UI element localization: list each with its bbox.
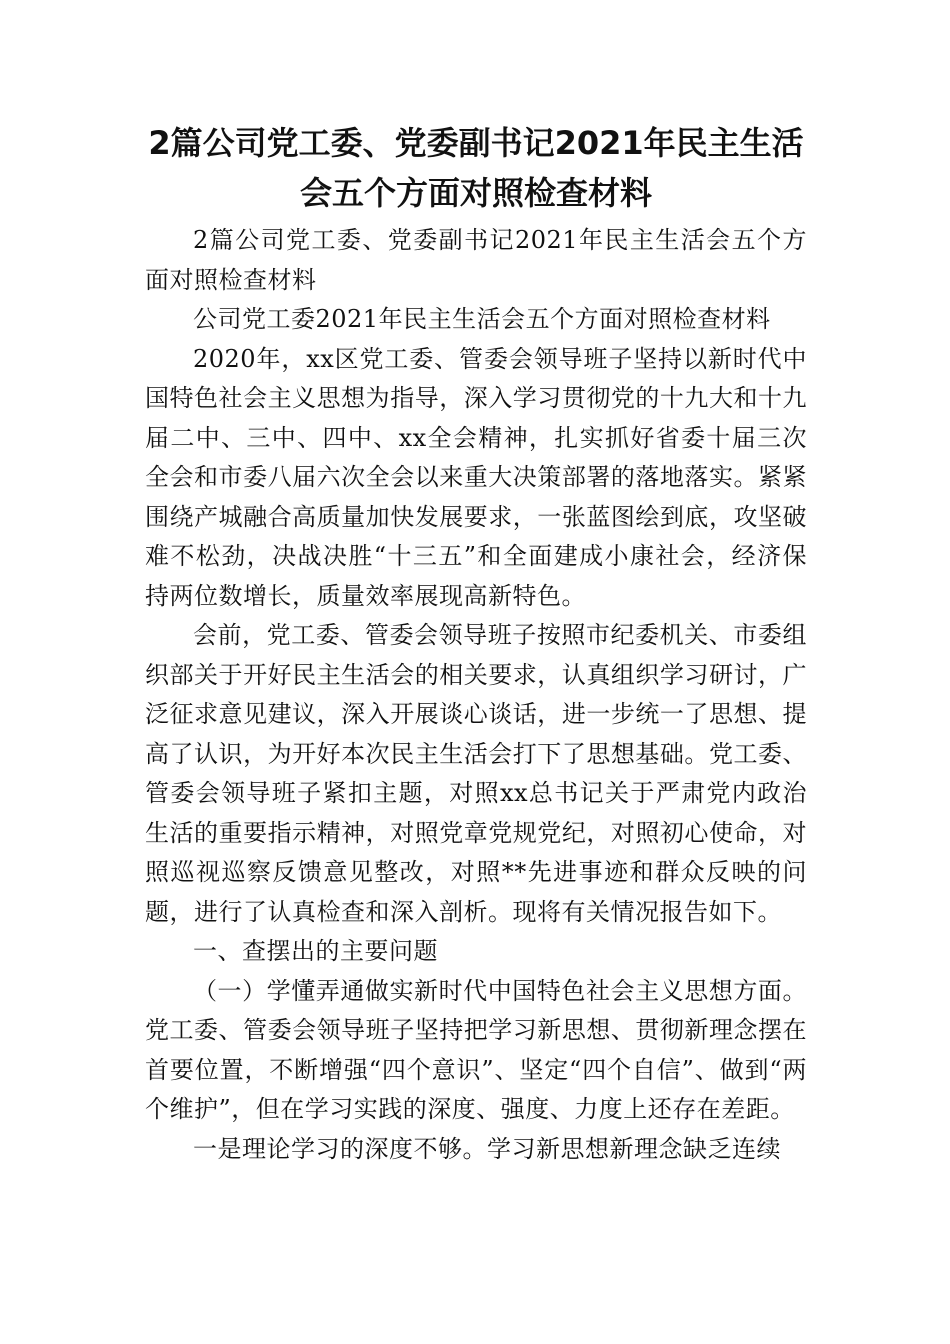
document-page <box>145 118 807 1169</box>
paragraph-subsection-one: （一）学懂弄通做实新时代中国特色社会主义思想方面。党工委、管委会领导班子坚持把学习新思想、贯彻新理念摆在首要位置，不断增强“四个意识”、坚定“四个自信”、做到“两个维护”，但在学习实践的深度、强度、力度上还存在差距。 <box>145 976 807 1123</box>
paragraph-preparation: 会前，党工委、管委会领导班子按照市纪委机关、市委组织部关于开好民主生活会的相关要求，认真组织学习研讨，广泛征求意见建议，深入开展谈心谈话，进一步统一了思想、提高了认识，为开好本次民主生活会打下了思想基础。党工委、管委会领导班子紧扣主题，对照xx总书记关于严肃党内政治生活的重要指示精神，对照党章党规党纪，对照初心使命，对照巡视巡察反馈意见整改，对照**先进事迹和群众反映的问题，进行了认真检查和深入剖析。现将有关情况报告如下。 <box>145 621 807 926</box>
paragraph-intro: 2020年，xx区党工委、管委会领导班子坚持以新时代中国特色社会主义思想为指导，深入学习贯彻党的十九大和十九届二中、三中、四中、xx全会精神，扎实抓好省委十届三次全会和市委八届六次全会以来重大决策部署的落地落实。紧紧围绕产城融合高质量加快发展要求，一张蓝图绘到底，攻坚破难不松劲，决战决胜“十三五”和全面建成小康社会，经济保持两位数增长，质量效率展现高新特色。 <box>145 344 807 610</box>
paragraph-subtitle: 2篇公司党工委、党委副书记2021年民主生活会五个方面对照检查材料 <box>145 226 807 294</box>
paragraph-point-one: 一是理论学习的深度不够。学习新思想新理念缺乏连续 <box>193 1134 781 1163</box>
section-heading-problems: 一、查摆出的主要问题 <box>193 937 438 965</box>
document-title: 2篇公司党工委、党委副书记2021年民主生活会五个方面对照检查材料 <box>148 124 804 212</box>
paragraph-heading: 公司党工委2021年民主生活会五个方面对照检查材料 <box>193 305 771 333</box>
